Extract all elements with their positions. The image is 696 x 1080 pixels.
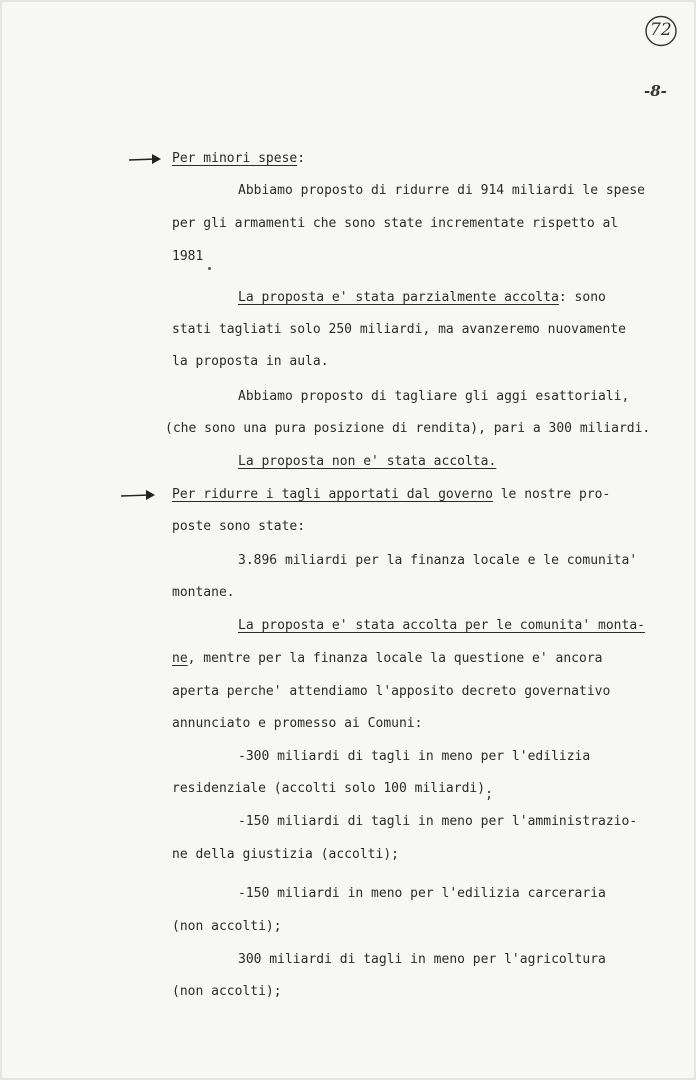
text-line: 3.896 miliardi per la finanza locale e le comunita': [238, 553, 638, 568]
margin-arrow-icon: [128, 153, 168, 165]
text-line: [238, 618, 645, 634]
text-line: la proposta in aula.: [172, 354, 329, 369]
heading-colon: :: [297, 151, 306, 166]
line-tail: le nostre pro-: [492, 487, 611, 502]
text-line: -150 miliardi di tagli in meno per l'amministrazio-: [238, 814, 638, 829]
text-line: Abbiamo proposto di ridurre di 914 miliardi le spese: [238, 183, 645, 198]
text-line: poste sono state:: [172, 519, 306, 534]
line-tail: ;: [485, 787, 493, 802]
heading-ridurre-tagli: [172, 487, 610, 503]
line-tail: : sono: [558, 290, 606, 305]
text-line: aperta perche' attendiamo l'apposito decreto governativo: [172, 684, 611, 699]
underlined-phrase: La proposta e' stata parzialmente accolta: [238, 290, 559, 305]
text-line: (non accolti);: [172, 984, 282, 999]
line-body: residenziale (accolti solo 100 miliardi): [172, 781, 486, 796]
text-line: -300 miliardi di tagli in meno per l'edilizia: [238, 749, 591, 764]
underlined-phrase: La proposta non e' stata accolta.: [238, 454, 497, 469]
text-line: (che sono una pura posizione di rendita), pari a 300 miliardi.: [165, 421, 651, 436]
underlined-phrase: ne: [172, 651, 188, 666]
line-tail: , mentre per la finanza locale la questione e' ancora: [187, 651, 603, 666]
heading-minori-spese: [172, 151, 305, 167]
text-line: [238, 454, 496, 470]
text-line: (non accolti);: [172, 919, 282, 934]
text-line: ne della giustizia (accolti);: [172, 847, 399, 862]
text-line: [238, 290, 606, 306]
circled-page-mark-number: 72: [650, 20, 672, 40]
text-line: annunciato e promesso ai Comuni:: [172, 716, 423, 731]
text-line: [172, 781, 493, 802]
page-number: -8-: [644, 82, 667, 100]
text-line: stati tagliati solo 250 miliardi, ma avanzeremo nuovamente: [172, 322, 626, 337]
text-line: montane.: [172, 585, 235, 600]
underlined-phrase: La proposta e' stata accolta per le comunita' monta-: [238, 618, 645, 633]
ink-speck: [208, 267, 211, 270]
margin-arrow-icon: [120, 489, 160, 501]
underlined-phrase: Per ridurre i tagli apportati dal governo: [172, 487, 493, 502]
text-line: [172, 651, 602, 667]
text-line: 1981: [172, 249, 204, 264]
text-line: 300 miliardi di tagli in meno per l'agricoltura: [238, 952, 606, 967]
text-line: -150 miliardi in meno per l'edilizia carceraria: [238, 886, 606, 901]
text-line: Abbiamo proposto di tagliare gli aggi esattoriali,: [238, 389, 630, 404]
heading-minori-spese-text: Per minori spese: [172, 151, 298, 166]
text-line: per gli armamenti che sono state incrementate rispetto al: [172, 216, 619, 231]
